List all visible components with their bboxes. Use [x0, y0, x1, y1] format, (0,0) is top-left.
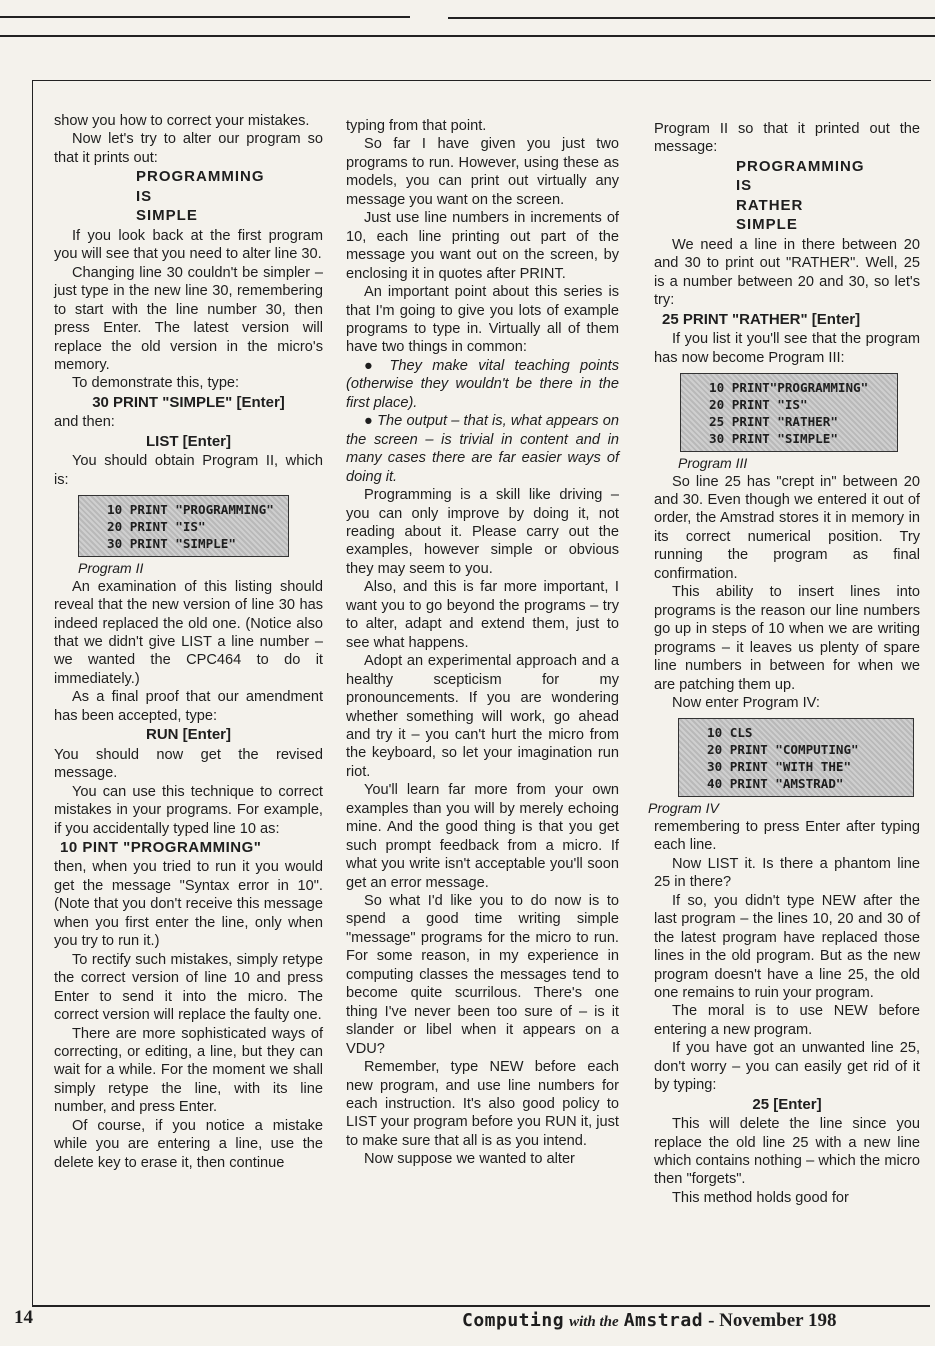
listing-line: 20 PRINT "IS"	[709, 397, 808, 413]
listing-caption: Program III	[678, 455, 748, 472]
magazine-name-part: Amstrad	[623, 1310, 704, 1331]
listing-caption: Program IV	[648, 800, 719, 817]
listing-line: 10 CLS	[707, 725, 753, 741]
paragraph: So what I'd like you to do now is to spend a good time writing simple "message" programs for the micro to run. For some reason, in my experience in computing classes the messages tend to become quite scurrilous. There's one thing I've never been too sure of – is it slander or libel when it appears on a VDU?	[346, 893, 619, 1057]
top-rule-left	[0, 16, 410, 18]
listing-line: 30 PRINT "SIMPLE"	[107, 536, 236, 552]
top-rule-right	[448, 17, 935, 19]
top-rule-full	[0, 35, 935, 37]
paragraph: This will delete the line since you replace the old line 25 with a new line which contains nothing – which the micro then "forgets".	[654, 1116, 920, 1188]
listing-line: 30 PRINT "SIMPLE"	[709, 431, 838, 447]
paragraph: Just use line numbers in increments of 10, each line printing out part of the message you want out on the screen, by enclosing it in quotes after PRINT.	[346, 210, 619, 282]
paragraph: Now let's try to alter our program so that it prints out:	[54, 131, 323, 166]
command-line: 25 PRINT "RATHER" [Enter]	[662, 310, 861, 328]
paragraph: Now enter Program IV:	[672, 694, 820, 711]
paragraph: To rectify such mistakes, simply retype the correct version of line 10 and press Enter to send it into the micro. The correct version will replace the faulty one.	[54, 951, 323, 1024]
paragraph: typing from that point.	[346, 118, 487, 134]
issue-date: - November 198	[708, 1310, 837, 1331]
paragraph: You should obtain Program II, which is:	[54, 453, 323, 488]
paragraph: Of course, if you notice a mistake while you are entering a line, use the delete key to erase it, then continue	[54, 1117, 323, 1171]
paragraph: So line 25 has "crept in" between 20 and 30. Even though we entered it out of order, the Amstrad stores it in memory in its correct numerical position. Try running the program as final confirmation.	[654, 473, 920, 582]
program-listing	[78, 495, 289, 557]
program-output-line: RATHER	[736, 196, 804, 214]
command-line: 10 PINT "PROGRAMMING"	[60, 839, 262, 856]
paragraph: If you look back at the first program you will see that you need to alter line 30.	[54, 227, 323, 263]
program-output-line: SIMPLE	[736, 216, 798, 234]
paragraph: then, when you tried to run it you would get the message "Syntax error in 10". (Note that you don't receive this message when you first enter the line, only when you try to run it.)	[54, 859, 323, 950]
listing-line: 40 PRINT "AMSTRAD"	[707, 776, 844, 792]
paragraph: This ability to insert lines into programs is the reason our line numbers go up in steps of 10 when we are writing programs – it leaves us plenty of spare line numbers in between for when we are patching them up.	[654, 584, 920, 693]
command-line: 25 [Enter]	[752, 1095, 822, 1113]
paragraph: Now suppose we wanted to alter	[364, 1151, 575, 1168]
bullet-text: The output – that is, what appears on the screen – is trivial in content and in many cases there are far easier ways of doing it.	[346, 413, 619, 485]
program-listing	[678, 718, 914, 797]
column-2	[346, 117, 619, 1169]
magazine-footer	[462, 1310, 836, 1332]
listing-caption: Program II	[78, 560, 144, 577]
paragraph: and then:	[54, 414, 115, 431]
paragraph: So far I have given you just two programs to run. However, using these as models, you can print out virtually any message you want on the screen.	[346, 136, 619, 208]
paragraph: Remember, type NEW before each new program, and use line numbers for each instruction. It's also good policy to LIST your program before you RUN it, just to make sure that all is as you intend.	[346, 1059, 619, 1149]
listing-line: 10 PRINT"PROGRAMMING"	[709, 380, 869, 396]
paragraph: An examination of this listing should reveal that the new version of line 30 has indeed replaced the old one. (Notice also that we didn't give LIST a line number – we wanted the CPC464 to do it immediately.)	[54, 578, 323, 687]
paragraph: If you have got an unwanted line 25, don't worry – you can easily get rid of it by typing:	[654, 1040, 920, 1094]
bullet-dot-icon: ●	[364, 413, 378, 430]
paragraph: To demonstrate this, type:	[72, 375, 240, 392]
paragraph: An important point about this series is that I'm going to give you lots of example programs to type in. Virtually all of them have two things in common:	[346, 284, 619, 356]
bullet-text: They make vital teaching points (otherwise they wouldn't be there in the first place).	[346, 357, 619, 411]
paragraph: You'll learn far more from your own examples than you will by merely echoing mine. And the good thing is that you get such prompt feedback from a micro. If what you write isn't acceptable you'll soon get an error message.	[346, 782, 619, 891]
paragraph: If you list it you'll see that the program has now become Program III:	[654, 331, 920, 366]
program-output-line: PROGRAMMING	[736, 157, 865, 175]
magazine-name-part: with the	[569, 1314, 619, 1330]
paragraph: You should now get the revised message.	[54, 746, 323, 782]
program-output-line: IS	[736, 177, 753, 195]
paragraph: The moral is to use NEW before entering a new program.	[654, 1003, 920, 1038]
paragraph: If so, you didn't type NEW after the last program – the lines 10, 20 and 30 of the latest program have replaced those lines in the old program. But as the new program doesn't have a line 25, the old one remains to ruin your program.	[654, 892, 920, 1001]
magazine-name-part: Computing	[462, 1310, 565, 1331]
paragraph: This method holds good for	[672, 1189, 849, 1206]
listing-line: 25 PRINT "RATHER"	[709, 414, 838, 430]
paragraph: Also, and this is far more important, I want you to go beyond the programs – try to alter, adapt and extend them, just to see what happens.	[346, 579, 619, 651]
paragraph: As a final proof that our amendment has been accepted, type:	[54, 689, 323, 724]
bullet-dot-icon: ●	[364, 357, 390, 374]
paragraph: remembering to press Enter after typing each line.	[654, 818, 920, 854]
listing-line: 30 PRINT "WITH THE"	[707, 759, 852, 775]
listing-line: 10 PRINT "PROGRAMMING"	[107, 502, 274, 518]
paragraph: Programming is a skill like driving – you can only improve by doing it, not reading about it. Please carry out the examples, however simple or obvious they may seem to you.	[346, 487, 619, 577]
listing-line: 20 PRINT "COMPUTING"	[707, 742, 859, 758]
paragraph: Program II so that it printed out the message:	[654, 121, 920, 156]
program-output-line: PROGRAMMING	[136, 168, 265, 186]
command-line: RUN [Enter]	[146, 726, 231, 744]
page-number: 14	[14, 1307, 33, 1328]
column-3	[648, 120, 920, 1207]
paragraph: Changing line 30 couldn't be simpler – just type in the new line 30, remembering to start with the line number 30, then press Enter. The latest version will replace the old version in the micro's memory.	[54, 264, 323, 374]
paragraph: There are more sophisticated ways of correcting, or editing, a line, but they can wait for a while. For the moment we shall simply retype the line, with its line number, and press Enter.	[54, 1025, 323, 1116]
program-output-line: IS	[136, 187, 153, 205]
listing-line: 20 PRINT "IS"	[107, 519, 206, 535]
program-listing	[680, 373, 898, 452]
paragraph: You can use this technique to correct mistakes in your programs. For example, if you accidentally typed line 10 as:	[54, 783, 323, 837]
command-line: LIST [Enter]	[146, 432, 231, 450]
paragraph: Now LIST it. Is there a phantom line 25 in there?	[654, 855, 920, 891]
bullet-item	[346, 357, 619, 412]
paragraph: We need a line in there between 20 and 30 to print out "RATHER". Well, 25 is a number between 20 and 30, so let's try:	[654, 236, 920, 309]
program-output-line: SIMPLE	[136, 207, 198, 225]
paragraph: show you how to correct your mistakes.	[54, 113, 310, 129]
paragraph: Adopt an experimental approach and a healthy scepticism for my pronouncements. If you are wondering whether something will work, go ahead and try it – you can't hurt the micro from the keyboard, so let your imagination run riot.	[346, 653, 619, 780]
command-line: 30 PRINT "SIMPLE" [Enter]	[92, 393, 285, 411]
column-1	[54, 112, 323, 1172]
bullet-item	[346, 412, 619, 486]
